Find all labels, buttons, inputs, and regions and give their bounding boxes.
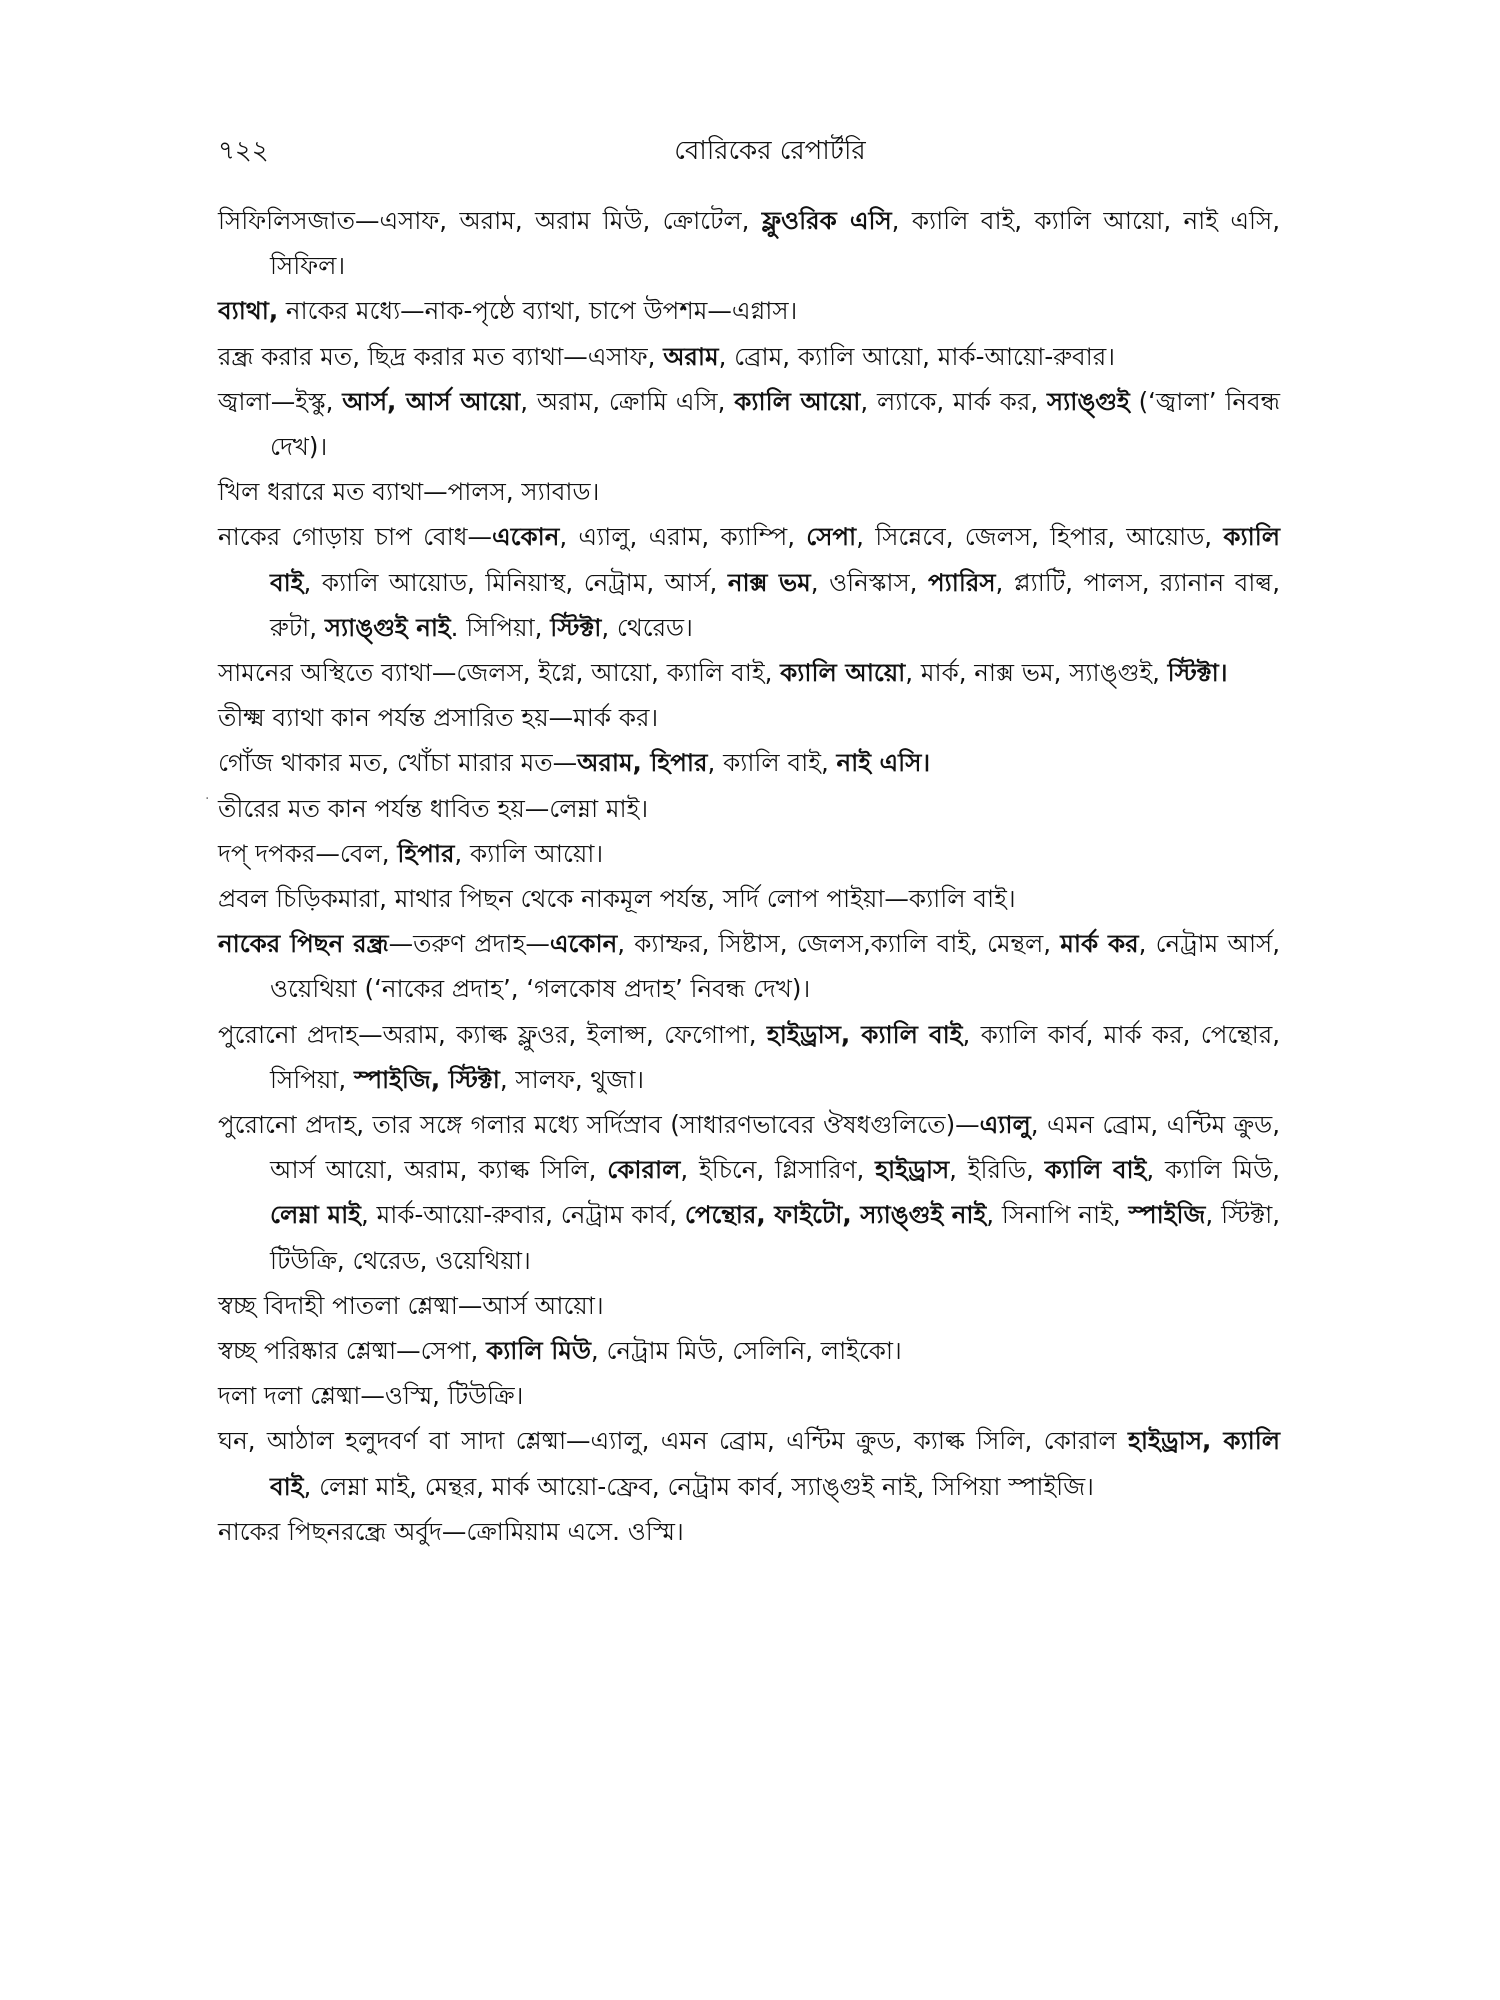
bold-remedy: স্টিক্টা। (1167, 658, 1228, 688)
repertory-entry (218, 1283, 1280, 1328)
bold-remedy: হাইড্রাস (875, 1155, 950, 1185)
entry-text: গোঁজ থাকার মত, খোঁচা মারার মত— (218, 748, 578, 778)
page-number: ৭২২ (218, 136, 269, 166)
entry-text: খিল ধরারে মত ব্যাথা—পালস, স্যাবাড। (218, 477, 600, 507)
entry-text: , সিন্নেবে, জেলস, হিপার, আয়োড, (856, 522, 1224, 552)
repertory-entry (218, 1012, 1280, 1102)
bold-remedy: হাইড্রাস, ক্যালি বাই (270, 1426, 1281, 1501)
entry-text: , ক্যালি আয়োড, মিনিয়াস্থ, নেট্রাম, আর্স, (303, 567, 728, 597)
entry-text: (‘জ্বালা’ নিবন্ধ দেখ)। (270, 386, 1280, 462)
repertory-entry (218, 1373, 1280, 1418)
bold-remedy: ব্যাথা, (218, 296, 279, 326)
entry-text: , মার্ক-আয়ো-রুবার, নেট্রাম কার্ব, (360, 1200, 685, 1230)
stray-mark: . (205, 787, 210, 803)
entry-text: স্বচ্ছ বিদাহী পাতলা শ্লেষ্মা—আর্স আয়ো। (218, 1290, 604, 1320)
entry-text: , লেম্না মাই, মেন্থর, মার্ক আয়ো-ফ্রেব, নেট্রাম কার্ব, স্যাঙ্গুই নাই, সিপিয়া স্পাইজি। (303, 1471, 1094, 1501)
repertory-entry (218, 876, 1280, 921)
entry-text: প্রবল চিড়িকমারা, মাথার পিছন থেকে নাকমূল পর্যন্ত, সর্দি লোপ পাইয়া—ক্যালি বাই। (218, 884, 1016, 914)
entry-text: , ইরিডি, (949, 1155, 1045, 1185)
entry-text: রন্ধ্র করার মত, ছিদ্র করার মত ব্যাথা—এসাফ, (218, 341, 664, 371)
entry-text: , ক্যালি বাই, ক্যালি আয়ো, নাই এসি, সিফিল। (270, 206, 1281, 281)
repertory-entry (218, 695, 1280, 740)
bold-remedy: সেপা (806, 522, 857, 552)
entry-text: . সিপিয়া, (450, 612, 551, 642)
bold-remedy: প্যারিস (928, 567, 996, 597)
entry-text: , ক্যালি মিউ, (1146, 1155, 1280, 1185)
entry-text: , ব্রোম, ক্যালি আয়ো, মার্ক-আয়ো-রুবার। (718, 341, 1116, 371)
bold-remedy: স্পাইজি (1128, 1200, 1206, 1230)
entry-text: নাকের মধ্যে—নাক-পৃষ্ঠে ব্যাথা, চাপে উপশম—এগ্নাস। (278, 296, 798, 326)
bold-remedy: হিপার (397, 838, 455, 868)
bold-remedy: এ্যালু (979, 1110, 1031, 1140)
entry-text: , ক্যালি বাই, (707, 748, 837, 778)
bold-remedy: স্যাঙ্গুই নাই (324, 612, 451, 642)
entry-text: —তরুণ প্রদাহ— (388, 929, 550, 959)
entry-text: , ক্যালি কার্ব, মার্ক কর, পেন্থোর, সিপিয়া, (270, 1019, 1281, 1094)
bold-remedy: একোন (549, 929, 618, 959)
bold-remedy: অরাম (663, 341, 719, 371)
entry-text: , থেরেড। (601, 612, 693, 642)
bold-remedy: হাইড্রাস, ক্যালি বাই (766, 1019, 963, 1049)
entry-text: পুরোনো প্রদাহ—অরাম, ক্যাল্ক ফ্লুওর, ইলাপ্স, ফেগোপা, (218, 1019, 767, 1049)
entry-text: , ল্যাকে, মার্ক কর, (860, 386, 1047, 416)
bold-remedy: আর্স, আর্স আয়ো (342, 386, 521, 416)
repertory-entry (218, 379, 1280, 469)
entry-text: জ্বালা—ইস্কু, (218, 386, 343, 416)
entry-text: , এ্যালু, এরাম, ক্যাম্পি, (559, 522, 807, 552)
entry-text: দলা দলা শ্লেষ্মা—ওস্মি, টিউক্রি। (218, 1381, 524, 1411)
entry-text: , স্টিক্টা, টিউক্রি, থেরেড, ওয়েথিয়া। (270, 1200, 1281, 1275)
entry-text: , এমন ব্রোম, এন্টিম ক্রুড, আর্স আয়ো, অরাম, ক্যাল্ক সিলি, (270, 1110, 1280, 1185)
entry-text: , ক্যাম্ফর, সিষ্টাস, জেলস,ক্যালি বাই, মেন্থল, (617, 929, 1061, 959)
bold-remedy: লেম্না মাই (270, 1200, 361, 1230)
bold-remedy: ক্যালি মিউ (486, 1336, 591, 1366)
entry-text: সামনের অস্থিতে ব্যাথা—জেলস, ইগ্নে, আয়ো, ক্যালি বাই, (218, 658, 781, 688)
repertory-entry (218, 198, 1280, 288)
repertory-entry (218, 1328, 1280, 1373)
repertory-entry (218, 1102, 1280, 1283)
bold-remedy: পেন্থোর, ফাইটো, স্যাঙ্গুই নাই (684, 1200, 987, 1230)
entry-text: , নেট্রাম মিউ, সেলিনি, লাইকো। (590, 1336, 902, 1366)
entry-text: স্বচ্ছ পরিষ্কার শ্লেষ্মা—সেপা, (218, 1336, 487, 1366)
repertory-entries (218, 198, 1280, 1554)
bold-remedy: ফ্লুওরিক এসি (761, 206, 892, 235)
entry-text: তীরের মত কান পর্যন্ত ধাবিত হয়—লেম্না মাই। (218, 793, 649, 823)
entry-text: তীক্ষ্ম ব্যাথা কান পর্যন্ত প্রসারিত হয়—মার্ক কর। (218, 703, 659, 733)
bold-remedy: নাক্স ভম (727, 567, 811, 597)
entry-text: দপ্ দপকর—বেল, (218, 838, 398, 868)
entry-text: নাকের গোড়ায় চাপ বোধ— (218, 522, 493, 552)
entry-text: পুরোনো প্রদাহ, তার সঙ্গে গলার মধ্যে সর্দিস্রাব (সাধারণভাবের ঔষধগুলিতে)— (218, 1110, 980, 1140)
entry-text: , প্ল্যাটি, পালস, র‍্যানান বাল্ব, রুটা, (270, 567, 1280, 642)
repertory-entry (218, 514, 1280, 650)
bold-remedy: নাই এসি। (836, 748, 931, 778)
bold-remedy: কোরাল (607, 1155, 681, 1185)
entry-text: , সিনাপি নাই, (986, 1200, 1129, 1230)
bold-remedy: স্টিক্টা (550, 612, 602, 642)
entry-text: নাকের পিছনরন্ধ্রে অর্বুদ—ক্রোমিয়াম এসে. ওস্মি। (218, 1516, 684, 1546)
entry-text: ঘন, আঠাল হলুদবর্ণ বা সাদা শ্লেষ্মা—এ্যালু, এমন ব্রোম, এন্টিম ক্রুড, ক্যাল্ক সিলি, কোরাল (218, 1426, 1129, 1456)
bold-remedy: ক্যালি আয়ো (734, 386, 861, 416)
entry-text: , ওনিস্কাস, (810, 567, 929, 597)
repertory-entry (218, 831, 1280, 876)
entry-text: সিফিলিসজাত—এসাফ, অরাম, অরাম মিউ, ক্রোটেল, (218, 206, 762, 235)
repertory-entry (218, 469, 1280, 514)
entry-text: , নেট্রাম আর্স, ওয়েথিয়া (‘নাকের প্রদাহ’, ‘গলকোষ প্রদাহ’ নিবন্ধ দেখ)। (270, 929, 1280, 1004)
bold-remedy: স্পাইজি, স্টিক্টা (353, 1064, 500, 1094)
repertory-entry (218, 740, 1280, 785)
repertory-entry (218, 1509, 1280, 1554)
running-title: বোরিকের রেপার্টরি (674, 136, 866, 166)
bold-remedy: স্যাঙ্গুই (1046, 386, 1130, 416)
repertory-entry (218, 1418, 1280, 1508)
bold-remedy: অরাম, হিপার (577, 748, 708, 778)
bold-remedy: ক্যালি বাই (270, 522, 1280, 597)
bold-remedy: ক্যালি আয়ো (780, 658, 906, 688)
repertory-entry (218, 334, 1280, 379)
repertory-entry (218, 921, 1280, 1011)
entry-text: , ক্যালি আয়ো। (454, 838, 604, 868)
entry-text: , অরাম, ক্রোমি এসি, (520, 386, 735, 416)
entry-text: , মার্ক, নাক্স ভম, স্যাঙ্গুই, (905, 658, 1168, 688)
bold-remedy: নাকের পিছন রন্ধ্র (218, 929, 389, 959)
entry-text: , সালফ, থুজা। (499, 1064, 645, 1094)
repertory-entry (218, 786, 1280, 831)
bold-remedy: ক্যালি বাই (1044, 1155, 1147, 1185)
bold-remedy: একোন (492, 522, 560, 552)
repertory-entry (218, 288, 1280, 333)
repertory-entry (218, 650, 1280, 695)
entry-text: , ইচিনে, গ্লিসারিণ, (680, 1155, 876, 1185)
bold-remedy: মার্ক কর (1060, 929, 1139, 959)
